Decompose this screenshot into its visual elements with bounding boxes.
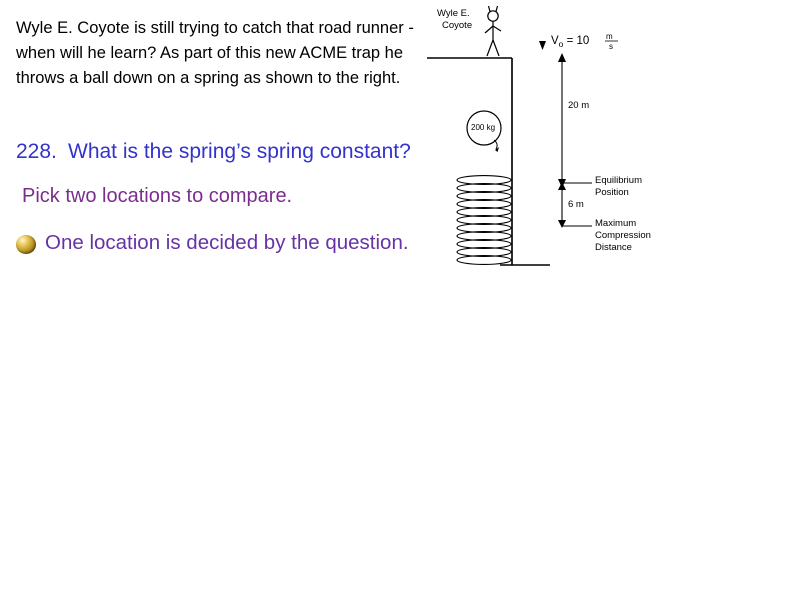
coyote-label-line2: Coyote bbox=[442, 20, 473, 31]
max-label-line2: Compression bbox=[595, 230, 651, 241]
gold-ball-bullet-icon bbox=[16, 235, 36, 254]
question-line bbox=[16, 139, 486, 165]
intro-paragraph: Wyle E. Coyote is still trying to catch that road runner -when will he learn? As part of this new ACME trap he throws a ball down on a spring as shown to the right. bbox=[16, 19, 414, 87]
svg-text:s: s bbox=[609, 42, 613, 51]
compression-distance-label: 6 m bbox=[568, 199, 584, 210]
velocity-arrow bbox=[539, 41, 546, 50]
svg-text:Vo = 10: $V_o = 10$ bbox=[551, 35, 590, 49]
equilibrium-label-line2: Position bbox=[595, 187, 629, 198]
pick-two-locations-text: Pick two locations to compare. bbox=[22, 185, 293, 207]
max-compression-marker bbox=[562, 218, 651, 253]
compression-dimension bbox=[558, 182, 566, 228]
question-number: 228. bbox=[16, 140, 57, 163]
bullet-item-label: One location is decided by the question. bbox=[45, 231, 409, 254]
equilibrium-label-line1: Equilibrium bbox=[595, 175, 642, 186]
spring-trap-diagram bbox=[420, 0, 800, 300]
drop-dimension bbox=[558, 53, 566, 188]
velocity-label bbox=[551, 32, 618, 51]
question-text: What is the spring’s spring constant? bbox=[68, 140, 411, 163]
max-label-line1: Maximum bbox=[595, 218, 637, 229]
spring-coils bbox=[457, 176, 511, 265]
coyote-label-line1: Wyle E. bbox=[437, 8, 470, 19]
max-label-line3: Distance bbox=[595, 242, 632, 253]
ball bbox=[467, 111, 501, 152]
svg-text:m: m bbox=[606, 32, 613, 41]
drop-distance-label: 20 m bbox=[568, 100, 590, 111]
equilibrium-marker bbox=[562, 175, 642, 198]
bullet-item bbox=[16, 228, 446, 258]
ball-mass-label: 200 kg bbox=[471, 123, 496, 132]
